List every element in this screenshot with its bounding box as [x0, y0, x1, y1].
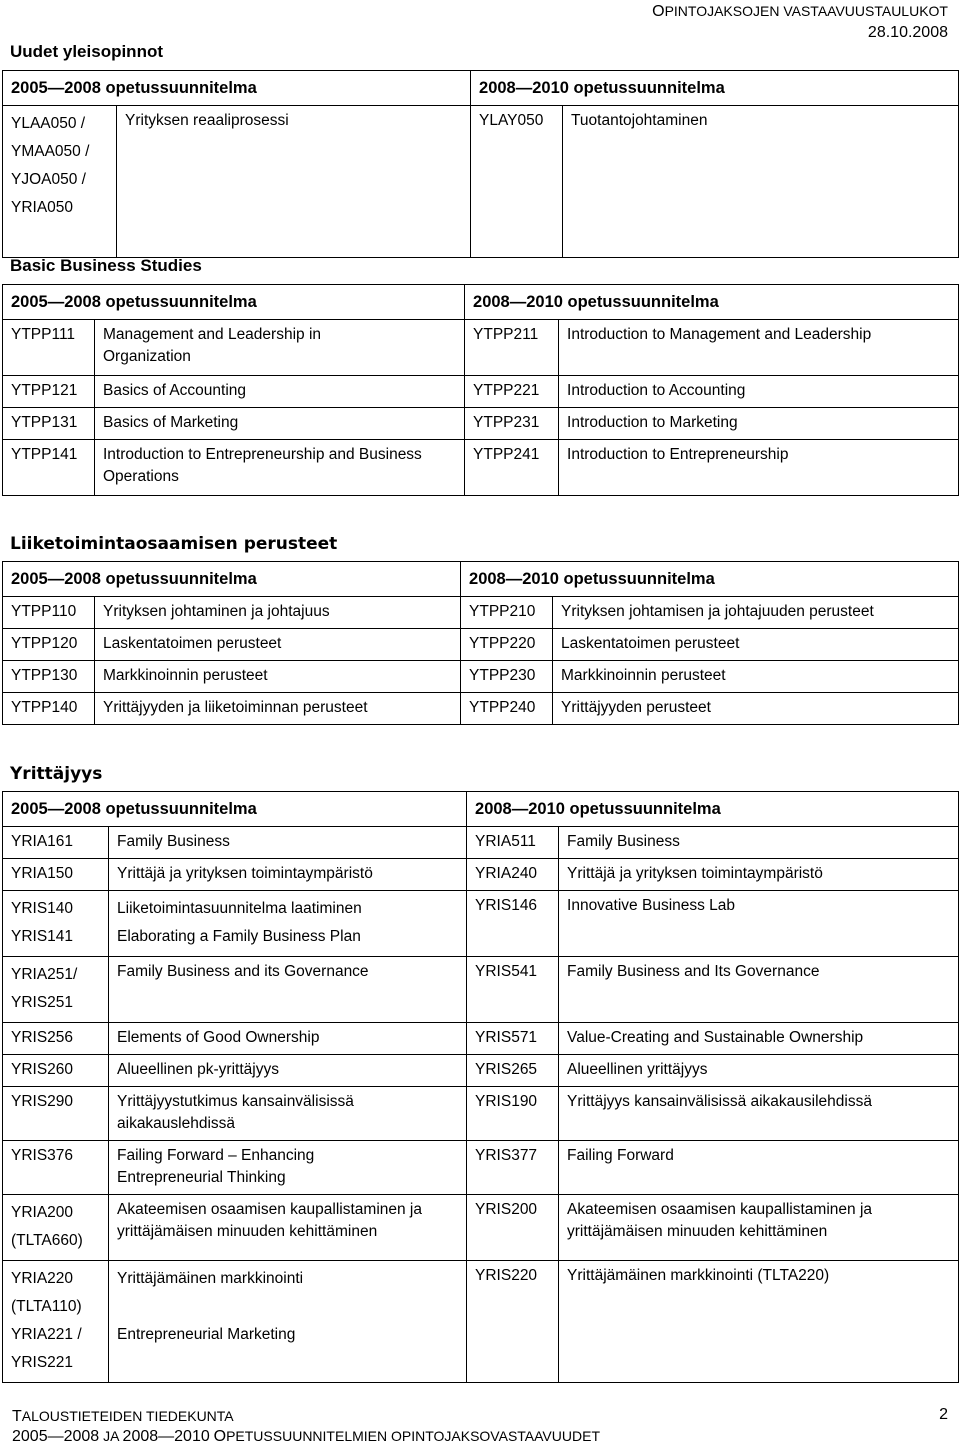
table-uudet [2, 70, 959, 258]
page-number: 2 [939, 1406, 948, 1423]
old-code: YRIA150 [3, 859, 109, 891]
table-row [3, 376, 959, 408]
old-code: YJOA050 / [11, 171, 86, 188]
new-name: Laskentatoimen perusteet [553, 629, 959, 661]
document-header-title [652, 2, 948, 21]
new-code: YRIS146 [467, 891, 559, 957]
table-row [3, 597, 959, 629]
new-name: Innovative Business Lab [559, 891, 959, 957]
table-row [3, 891, 959, 957]
new-code: YRIS200 [467, 1195, 559, 1261]
old-code: YRIS256 [3, 1023, 109, 1055]
section-title-basic: Basic Business Studies [10, 256, 202, 275]
table-row [3, 859, 959, 891]
column-header-new: 2008—2010 opetussuunnitelma [465, 285, 959, 320]
new-name: Yrityksen johtamisen ja johtajuuden perusteet [553, 597, 959, 629]
old-code-cell [3, 1195, 109, 1261]
table-row [3, 1055, 959, 1087]
table-row [3, 1087, 959, 1141]
new-code: YRIS571 [467, 1023, 559, 1055]
old-name: Elements of Good Ownership [109, 1023, 467, 1055]
table-header-row [3, 285, 959, 320]
new-name: Introduction to Management and Leadership [559, 320, 959, 376]
new-name: Yrittäjyys kansainvälisissä aikakausilehdissä [559, 1087, 959, 1141]
footer-faculty-rest: ALOUSTIETEIDEN TIEDEKUNTA [21, 1408, 234, 1424]
table-row [3, 1141, 959, 1195]
new-name: Markkinoinnin perusteet [553, 661, 959, 693]
header-title-rest: PINTOJAKSOJEN VASTAAVUUSTAULUKOT [664, 3, 948, 19]
new-code: YTPP240 [461, 693, 553, 725]
new-code: YTPP210 [461, 597, 553, 629]
old-code: (TLTA110) [11, 1298, 82, 1315]
footer-subtitle-initial: O [213, 1428, 227, 1445]
old-code: YRIA221 / [11, 1326, 82, 1343]
table-row [3, 106, 959, 258]
old-code: YRIA251/ [11, 966, 78, 983]
old-code: YTPP121 [3, 376, 95, 408]
old-code-cell [3, 957, 109, 1023]
old-code: YRIA050 [11, 199, 74, 216]
new-name: Tuotantojohtaminen [563, 106, 959, 258]
old-code: YRIS376 [3, 1141, 109, 1195]
old-code: YTPP140 [3, 693, 95, 725]
old-name: Introduction to Entrepreneurship and Business Operations [95, 440, 465, 496]
column-header-old: 2005—2008 opetussuunnitelma [3, 285, 465, 320]
old-code: YTPP130 [3, 661, 95, 693]
old-name: Laskentatoimen perusteet [95, 629, 461, 661]
old-name: Elaborating a Family Business Plan [117, 928, 361, 945]
old-name: Yrittäjyystutkimus kansainvälisissä aikakauslehdissä [109, 1087, 467, 1141]
old-name: Yrittäjä ja yrityksen toimintaympäristö [109, 859, 467, 891]
column-header-old: 2005—2008 opetussuunnitelma [3, 562, 461, 597]
old-name-cell [109, 891, 467, 957]
column-header-new: 2008—2010 opetussuunnitelma [467, 792, 959, 827]
footer-years-new: 2008—2010 [122, 1428, 210, 1445]
new-name: Value-Creating and Sustainable Ownership [559, 1023, 959, 1055]
new-name: Family Business and Its Governance [559, 957, 959, 1023]
new-name: Introduction to Entrepreneurship [559, 440, 959, 496]
old-code: YTPP120 [3, 629, 95, 661]
table-header-row [3, 792, 959, 827]
table-row [3, 408, 959, 440]
new-name: Yrittäjä ja yrityksen toimintaympäristö [559, 859, 959, 891]
footer-faculty [12, 1406, 234, 1427]
new-name: Introduction to Marketing [559, 408, 959, 440]
new-name: Failing Forward [559, 1141, 959, 1195]
table-row [3, 1023, 959, 1055]
column-header-new: 2008—2010 opetussuunnitelma [461, 562, 959, 597]
table-row [3, 1261, 959, 1383]
old-name-cell [109, 1261, 467, 1383]
old-name: Liiketoimintasuunnitelma laatiminen [117, 900, 362, 917]
old-name: Yrittäjyyden ja liiketoiminnan perusteet [95, 693, 461, 725]
old-name: Markkinoinnin perusteet [95, 661, 461, 693]
new-code: YTPP221 [465, 376, 559, 408]
new-code: YTPP231 [465, 408, 559, 440]
table-basic [2, 284, 959, 496]
footer-and: JA [103, 1428, 119, 1444]
old-name: Yrityksen reaaliprosessi [117, 106, 471, 258]
old-code-cell [3, 106, 117, 258]
old-name: Basics of Marketing [95, 408, 465, 440]
new-name: Alueellinen yrittäjyys [559, 1055, 959, 1087]
new-code: YRIS220 [467, 1261, 559, 1383]
table-row [3, 320, 959, 376]
column-header-new: 2008—2010 opetussuunnitelma [471, 71, 959, 106]
new-name: Yrittäjämäinen markkinointi (TLTA220) [559, 1261, 959, 1383]
old-name: Management and Leadership in Organization [95, 320, 465, 376]
table-header-row [3, 71, 959, 106]
table-row [3, 1195, 959, 1261]
old-code: YTPP111 [3, 320, 95, 376]
new-code: YRIS190 [467, 1087, 559, 1141]
table-row [3, 827, 959, 859]
table-header-row [3, 562, 959, 597]
old-name: Family Business and its Governance [109, 957, 467, 1023]
new-name: Family Business [559, 827, 959, 859]
table-row [3, 661, 959, 693]
old-name: Basics of Accounting [95, 376, 465, 408]
new-code: YRIS541 [467, 957, 559, 1023]
old-code: YMAA050 / [11, 143, 90, 160]
old-name: Failing Forward – Enhancing Entrepreneurial Thinking [109, 1141, 467, 1195]
old-name: Family Business [109, 827, 467, 859]
old-name: Alueellinen pk-yrittäjyys [109, 1055, 467, 1087]
column-header-old: 2005—2008 opetussuunnitelma [3, 792, 467, 827]
section-title-uudet: Uudet yleisopinnot [10, 42, 163, 61]
old-code-cell [3, 1261, 109, 1383]
old-code: YRIS290 [3, 1087, 109, 1141]
old-code: YTPP141 [3, 440, 95, 496]
new-code: YRIS377 [467, 1141, 559, 1195]
new-code: YTPP211 [465, 320, 559, 376]
column-header-old: 2005—2008 opetussuunnitelma [3, 71, 471, 106]
new-code: YRIS265 [467, 1055, 559, 1087]
document-date: 28.10.2008 [867, 24, 948, 41]
footer-subtitle-rest: PETUSSUUNNITELMIEN OPINTOJAKSOVASTAAVUUDET [226, 1428, 600, 1444]
old-code: YRIS221 [11, 1354, 74, 1371]
table-row [3, 440, 959, 496]
footer-years-old: 2005—2008 [12, 1428, 100, 1445]
table-row [3, 957, 959, 1023]
old-code: YRIA220 [11, 1270, 74, 1287]
old-name: Akateemisen osaamisen kaupallistaminen ja yrittäjämäisen minuuden kehittäminen [109, 1195, 467, 1261]
old-name: Yrityksen johtaminen ja johtajuus [95, 597, 461, 629]
old-name: Yrittäjämäinen markkinointi [117, 1270, 304, 1287]
old-code: YTPP110 [3, 597, 95, 629]
section-title-liike: Liiketoimintaosaamisen perusteet [10, 534, 338, 554]
spacer [117, 1293, 458, 1321]
old-code-cell [3, 891, 109, 957]
new-name: Introduction to Accounting [559, 376, 959, 408]
old-code: (TLTA660) [11, 1232, 83, 1249]
old-code: YTPP131 [3, 408, 95, 440]
new-name: Akateemisen osaamisen kaupallistaminen ja yrittäjämäisen minuuden kehittäminen [559, 1195, 959, 1261]
new-code: YTPP220 [461, 629, 553, 661]
table-yrittajyys [2, 791, 959, 1383]
old-code: YRIA161 [3, 827, 109, 859]
table-row [3, 693, 959, 725]
table-liike [2, 561, 959, 725]
new-code: YTPP230 [461, 661, 553, 693]
new-code: YRIA511 [467, 827, 559, 859]
new-code: YLAY050 [471, 106, 563, 258]
footer-faculty-initial: T [12, 1408, 22, 1425]
new-code: YTPP241 [465, 440, 559, 496]
section-title-yrittajyys: Yrittäjyys [10, 764, 103, 784]
header-title-initial: O [652, 3, 665, 20]
old-code: YRIA200 [11, 1204, 74, 1221]
old-code: YRIS260 [3, 1055, 109, 1087]
old-code: YRIS140 [11, 900, 74, 917]
old-code: YLAA050 / [11, 115, 86, 132]
old-code: YRIS141 [11, 928, 74, 945]
table-row [3, 629, 959, 661]
new-code: YRIA240 [467, 859, 559, 891]
new-name: Yrittäjyyden perusteet [553, 693, 959, 725]
old-name: Entrepreneurial Marketing [117, 1326, 296, 1343]
old-code: YRIS251 [11, 994, 74, 1011]
